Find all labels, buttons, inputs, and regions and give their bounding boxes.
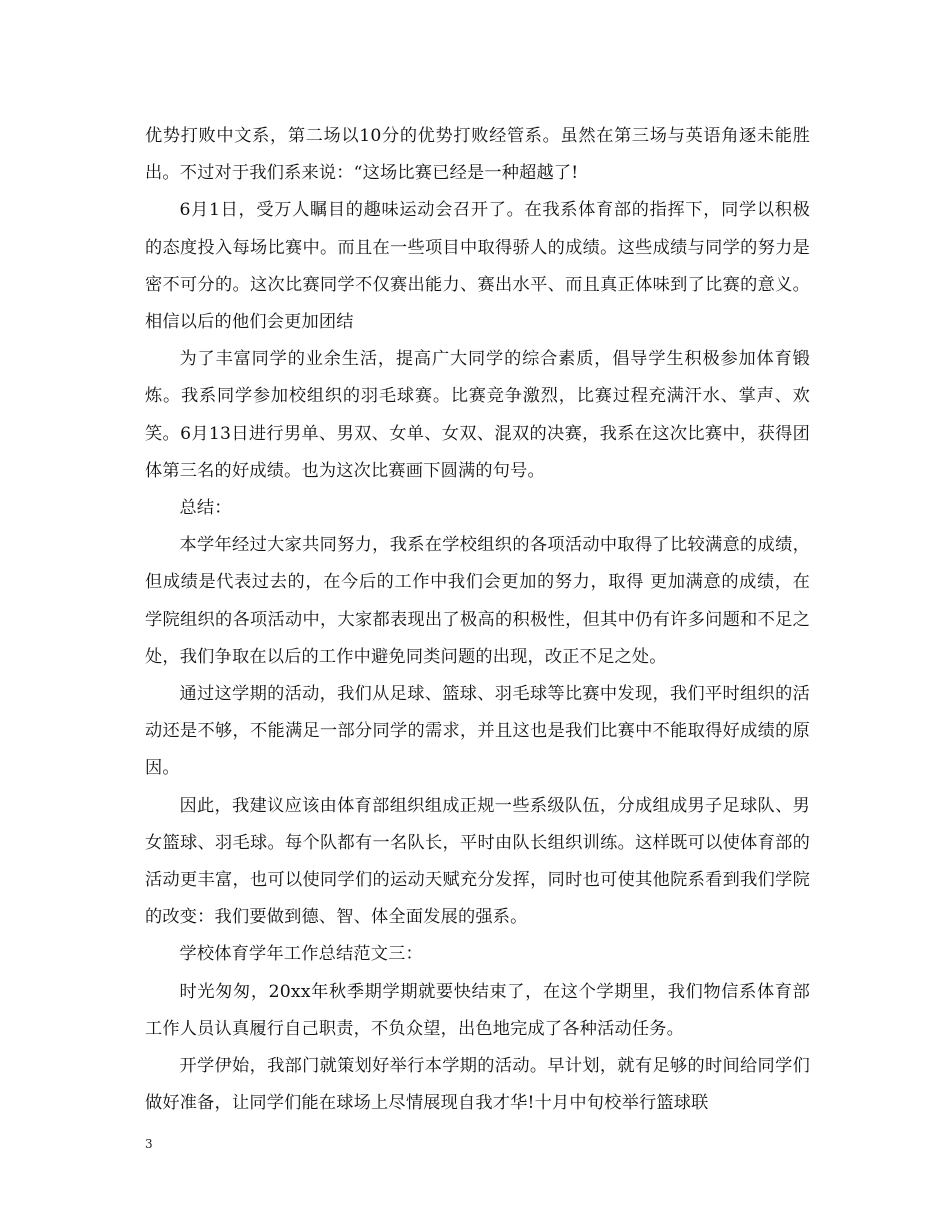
section-heading: 总结：: [179, 498, 232, 519]
paragraph: 6月1日，受万人瞩目的趣味运动会召开了。在我系体育部的指挥下，同学以积极的态度投入每场比赛中。而且在一些项目中取得骄人的成绩。这些成绩与同学的努力是密不可分的。这次比赛同学不仅赛出能力、赛出水平、而且真正体味到了比赛的意义。相信以后的他们会更加团结: [145, 200, 810, 333]
paragraph: 为了丰富同学的业余生活，提高广大同学的综合素质，倡导学生积极参加体育锻炼。我系同学参加校组织的羽毛球赛。比赛竞争激烈，比赛过程充满汗水、掌声、欢笑。6月13日进行男单、男双、女单、女双、混双的决赛，我系在这次比赛中，获得团体第三名的好成绩。也为这次比赛画下圆满的句号。: [145, 349, 810, 481]
document-body: [145, 118, 810, 1122]
section-heading: 学校体育学年工作总结范文三：: [179, 944, 423, 965]
paragraph: 开学伊始，我部门就策划好举行本学期的活动。早计划，就有足够的时间给同学们做好准备，让同学们能在球场上尽情展现自我才华!十月中旬校举行篮球联: [145, 1056, 810, 1114]
paragraph: 因此，我建议应该由体育部组织组成正规一些系级队伍，分成组成男子足球队、男女篮球、羽毛球。每个队都有一名队长，平时由队长组织训练。这样既可以使体育部的活动更丰富，也可以使同学们的运动天赋充分发挥，同时也可使其他院系看到我们学院的改变：我们要做到德、智、体全面发展的强系。: [145, 795, 810, 928]
paragraph: 时光匆匆，20xx年秋季期学期就要快结束了，在这个学期里，我们物信系体育部工作人员认真履行自己职责，不负众望，出色地完成了各种活动任务。: [145, 981, 810, 1039]
paragraph: 优势打败中文系，第二场以10分的优势打败经管系。虽然在第三场与英语角逐未能胜出。不过对于我们系来说：“这场比赛已经是一种超越了!: [145, 126, 810, 184]
page-number: 3: [145, 1137, 153, 1151]
paragraph: 本学年经过大家共同努力，我系在学校组织的各项活动中取得了比较满意的成绩，但成绩是代表过去的，在今后的工作中我们会更加的努力，取得 更加满意的成绩，在学院组织的各项活动中，大家都表现出了极高的积极性，但其中仍有许多问题和不足之处，我们争取在以后的工作中避免同类问题的出现，改正不足之处。: [145, 535, 810, 667]
paragraph: 通过这学期的活动，我们从足球、篮球、羽毛球等比赛中发现，我们平时组织的活动还是不够，不能满足一部分同学的需求，并且这也是我们比赛中不能取得好成绩的原因。: [145, 684, 810, 779]
